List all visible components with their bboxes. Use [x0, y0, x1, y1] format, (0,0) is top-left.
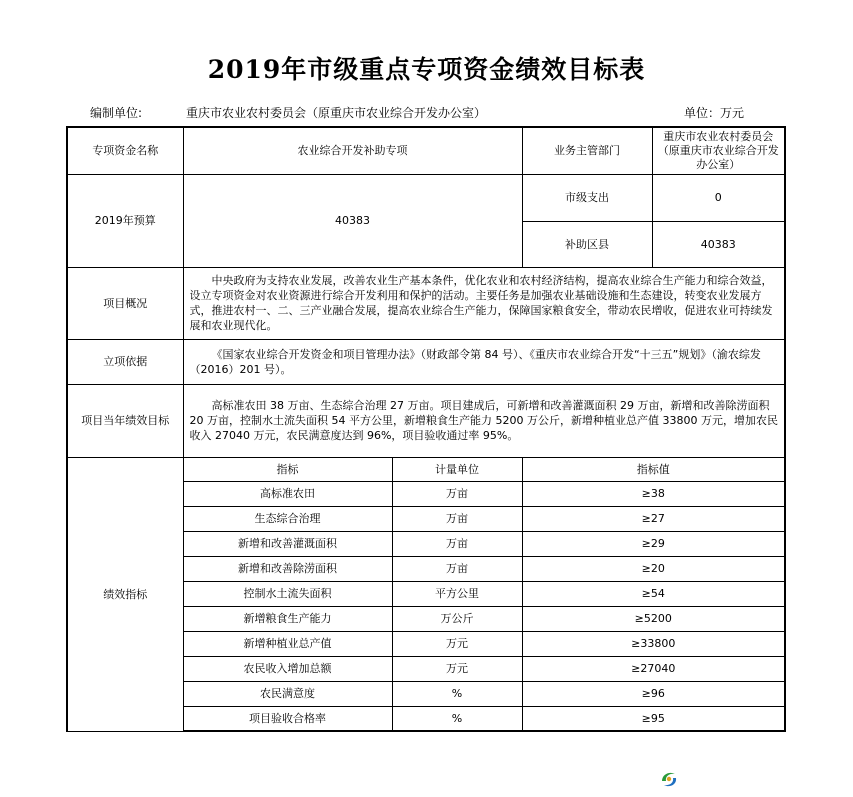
fund-name-value: 农业综合开发补助专项	[183, 127, 522, 174]
indicator-name: 生态综合治理	[183, 506, 392, 531]
dept-value: 重庆市农业农村委员会（原重庆市农业综合开发办公室）	[652, 127, 785, 174]
indicator-unit: %	[392, 706, 522, 731]
indicator-value: ≥29	[522, 531, 785, 556]
basis-label: 立项依据	[67, 339, 183, 384]
goal-text: 高标准农田 38 万亩、生态综合治理 27 万亩。项目建成后，可新增和改善灌溉面积 29 万亩，新增和改善除涝面积 20 万亩，控制水土流失面积 54 平方公里，新增粮食生产能力 5200 万公斤，新增种植业总产值 33800 万元，增加农民收入 27040 万元，农民满意度达到 96%，项目验收通过率 95%。	[183, 384, 785, 457]
unit-label: 编制单位:	[90, 106, 143, 120]
indicator-unit: 万元	[392, 656, 522, 681]
watermark-logo-icon	[658, 768, 680, 790]
currency-note: 单位：万元	[684, 106, 745, 120]
indicator-value: ≥27040	[522, 656, 785, 681]
budget-value: 40383	[183, 174, 522, 267]
indicator-value: ≥96	[522, 681, 785, 706]
goal-label: 项目当年绩效目标	[67, 384, 183, 457]
indicator-name: 农民收入增加总额	[183, 656, 392, 681]
perf-label: 绩效指标	[67, 457, 183, 731]
indicator-unit: %	[392, 681, 522, 706]
indicator-value: ≥95	[522, 706, 785, 731]
indicator-name: 新增种植业总产值	[183, 631, 392, 656]
unit-value: 重庆市农业农村委员会（原重庆市农业综合开发办公室）	[186, 106, 487, 120]
budget-label: 2019年预算	[67, 174, 183, 267]
indicator-header-value: 指标值	[522, 457, 785, 481]
overview-label: 项目概况	[67, 267, 183, 339]
fund-name-label: 专项资金名称	[67, 127, 183, 174]
indicator-value: ≥20	[522, 556, 785, 581]
district-label: 补助区县	[522, 221, 652, 267]
overview-text: 中央政府为支持农业发展，改善农业生产基本条件，优化农业和农村经济结构，提高农业综合生产能力和综合效益，设立专项资金对农业资源进行综合开发利用和保护的活动。主要任务是加强农业基础设施和生态建设，转变农业发展方式，推进农村一、二、三产业融合发展，提高农业综合生产能力，保障国家粮食安全，带动农民增收，促进农业可持续发展和农业现代化。	[183, 267, 785, 339]
indicator-unit: 平方公里	[392, 581, 522, 606]
indicator-unit: 万亩	[392, 506, 522, 531]
performance-table	[66, 126, 786, 732]
indicator-unit: 万亩	[392, 531, 522, 556]
indicator-value: ≥54	[522, 581, 785, 606]
indicator-name: 控制水土流失面积	[183, 581, 392, 606]
indicator-name: 项目验收合格率	[183, 706, 392, 731]
city-value: 0	[652, 174, 785, 221]
indicator-unit: 万元	[392, 631, 522, 656]
indicator-value: ≥38	[522, 481, 785, 506]
indicator-name: 新增粮食生产能力	[183, 606, 392, 631]
dept-label: 业务主管部门	[522, 127, 652, 174]
indicator-value: ≥5200	[522, 606, 785, 631]
indicator-name: 新增和改善灌溉面积	[183, 531, 392, 556]
indicator-value: ≥33800	[522, 631, 785, 656]
indicator-name: 农民满意度	[183, 681, 392, 706]
page-title: 2019年市级重点专项资金绩效目标表	[207, 55, 646, 84]
indicator-unit: 万亩	[392, 556, 522, 581]
indicator-header-name: 指标	[183, 457, 392, 481]
indicator-value: ≥27	[522, 506, 785, 531]
indicator-unit: 万亩	[392, 481, 522, 506]
district-value: 40383	[652, 221, 785, 267]
indicator-unit: 万公斤	[392, 606, 522, 631]
indicator-name: 高标准农田	[183, 481, 392, 506]
basis-text: 《国家农业综合开发资金和项目管理办法》（财政部令第 84 号）、《重庆市农业综合开发“十三五”规划》（渝农综发（2016）201 号）。	[183, 339, 785, 384]
city-label: 市级支出	[522, 174, 652, 221]
indicator-name: 新增和改善除涝面积	[183, 556, 392, 581]
indicator-header-unit: 计量单位	[392, 457, 522, 481]
